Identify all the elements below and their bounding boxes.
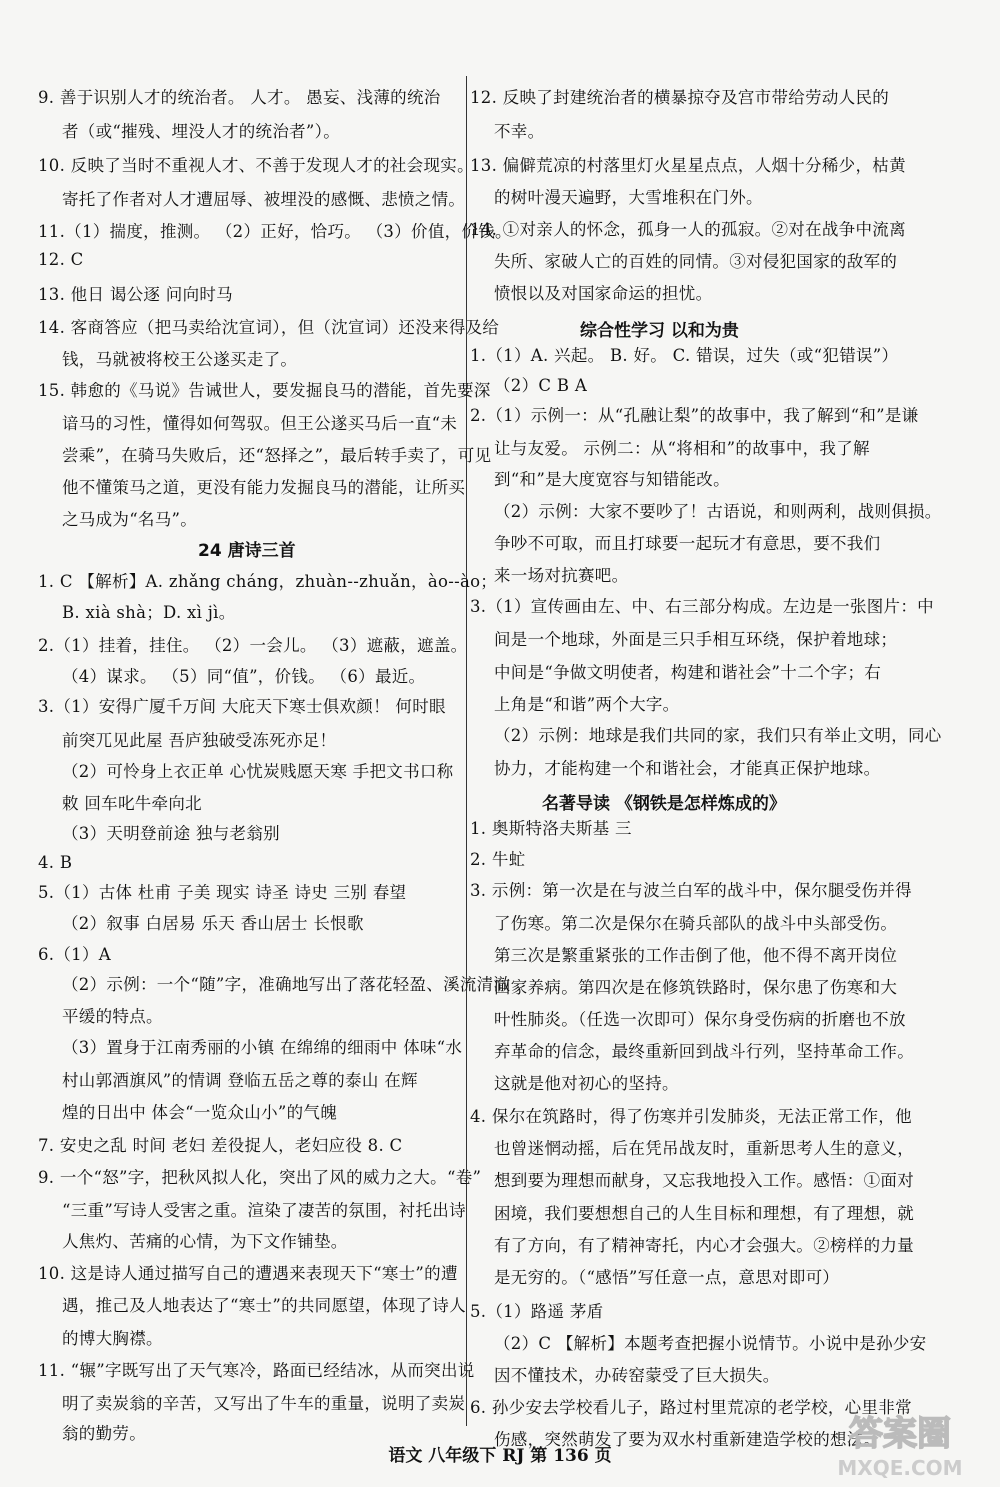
answer-line: 4. B <box>38 853 73 872</box>
answer-line: 寄托了作者对人才遭屈辱、被埋没的感慨、悲愤之情。 <box>62 190 466 209</box>
answer-line: 2.（1）挂着，挂住。 （2）一会儿。 （3）遮蔽，遮盖。 <box>38 636 468 655</box>
answer-line: 有了方向，有了精神寄托，内心才会强大。②榜样的力量 <box>494 1236 914 1255</box>
answer-line: 也曾迷惘动摇，后在凭吊战友时，重新思考人生的意义， <box>494 1139 914 1158</box>
answer-line: 因不懂技术，办砖窑蒙受了巨大损失。 <box>494 1366 780 1385</box>
answer-line: 3.（1）宣传画由左、中、右三部分构成。左边是一张图片：中 <box>470 597 934 616</box>
answer-line: （2）示例：大家不要吵了！古语说，和则两利，战则俱损。 <box>494 502 942 521</box>
answer-line: 谙马的习性，懂得如何驾驭。但王公遂买马后一直“未 <box>62 414 458 433</box>
answer-line: 困境，我们要想想自己的人生目标和理想，有了理想，就 <box>494 1204 914 1223</box>
answer-line: 12. 反映了封建统治者的横暴掠夺及宫市带给劳动人民的 <box>470 88 890 107</box>
answer-line: 弃革命的信念，最终重新回到战斗行列，坚持革命工作。 <box>494 1042 914 1061</box>
answer-line: 9. 善于识别人才的统治者。 人才。 愚妄、浅薄的统治 <box>38 88 441 107</box>
answer-line: 的博大胸襟。 <box>62 1329 163 1348</box>
answer-line: 之马成为“名马”。 <box>62 510 198 529</box>
answer-line: B. xià shà；D. xì jì。 <box>62 603 236 622</box>
answer-line: （3）天明登前途 独与老翁别 <box>62 824 280 843</box>
answer-line: 煌的日出中 体会“一览众山小”的气魄 <box>62 1103 338 1122</box>
answer-line: 明了卖炭翁的辛苦，又写出了牛车的重量，说明了卖炭 <box>62 1394 466 1413</box>
answer-line: （2）可怜身上衣正单 心忧炭贱愿天寒 手把文书口称 <box>62 762 454 781</box>
answer-line: 回家养病。第四次是在修筑铁路时，保尔患了伤寒和大 <box>494 978 898 997</box>
answer-line: （2）C 【解析】本题考查把握小说情节。小说中是孙少安 <box>494 1334 927 1353</box>
section-heading-tang-poems: 24 唐诗三首 <box>198 541 296 561</box>
answer-line: 是无穷的。（“感悟”写任意一点，意思对即可） <box>494 1268 840 1287</box>
answer-line: 间是一个地球，外面是三只手相互环绕，保护着地球； <box>494 630 898 649</box>
answer-line: 1. C 【解析】A. zhǎng cháng，zhuàn--zhuǎn，ào--ào； <box>38 572 498 591</box>
answer-line: 失所、家破人亡的百姓的同情。③对侵犯国家的敌军的 <box>494 252 898 271</box>
answer-line: （2）叙事 白居易 乐天 香山居士 长恨歌 <box>62 914 364 933</box>
answer-line: 14. 客商答应（把马卖给沈宣词），但（沈宣词）还没来得及给 <box>38 318 500 337</box>
answer-line: 尝乘”，在骑马失败后，还“怒择之”，最后转手卖了，可见 <box>62 446 492 465</box>
answer-line: 叶性肺炎。（任选一次即可）保尔身受伤病的折磨也不放 <box>494 1010 906 1029</box>
page-footer: 语文 八年级下 RJ 第 136 页 <box>388 1446 612 1466</box>
answer-line: 钱，马就被将校王公遂买走了。 <box>62 350 298 369</box>
answer-line: 11.（1）揣度，推测。 （2）正好，恰巧。 （3）价值，价钱。 <box>38 222 512 241</box>
section-heading-comprehensive-study: 综合性学习 以和为贵 <box>580 321 739 341</box>
answer-line: 4. 保尔在筑路时，得了伤寒并引发肺炎，无法正常工作，他 <box>470 1107 912 1126</box>
answer-line: 敕 回车叱牛牵向北 <box>62 794 202 813</box>
answer-line: 不幸。 <box>494 122 545 141</box>
answer-line: （4）谋求。 （5）同“值”，价钱。 （6）最近。 <box>62 667 426 686</box>
answer-line: 11. “辗”字既写出了天气寒冷，路面已经结冰，从而突出说 <box>38 1361 475 1380</box>
answer-line: （3）置身于江南秀丽的小镇 在绵绵的细雨中 体味“水 <box>62 1038 463 1057</box>
answer-line: 来一场对抗赛吧。 <box>494 566 629 585</box>
answer-line: 第三次是繁重紧张的工作击倒了他，他不得不离开岗位 <box>494 946 898 965</box>
answer-line: 人焦灼、苦痛的心情，为下文作铺垫。 <box>62 1232 348 1251</box>
answer-line: 10. 反映了当时不重视人才、不善于发现人才的社会现实。 <box>38 156 474 175</box>
answer-line: 的树叶漫天遍野，大雪堆积在门外。 <box>494 188 763 207</box>
answer-line: 2.（1）示例一：从“孔融让梨”的故事中，我了解到“和”是谦 <box>470 406 919 425</box>
answer-line: 平缓的特点。 <box>62 1007 163 1026</box>
column-divider <box>466 76 467 1426</box>
section-heading-classic-reading: 名著导读 《钢铁是怎样炼成的》 <box>542 794 786 814</box>
answer-line: 到“和”是大度宽容与知错能改。 <box>494 470 730 489</box>
answer-line: 遇，推己及人地表达了“寒士”的共同愿望，体现了诗人 <box>62 1296 466 1315</box>
answer-line: 1.（1）A. 兴起。 B. 好。 C. 错误，过失（或“犯错误”） <box>470 346 899 365</box>
answer-line: 争吵不可取，而且打球要一起玩才有意思，要不我们 <box>494 534 881 553</box>
answer-line: 2. 牛虻 <box>470 850 526 869</box>
answer-line: 6. 孙少安去学校看儿子，路过村里荒凉的老学校，心里非常 <box>470 1398 912 1417</box>
answer-line: 上角是“和谐”两个大字。 <box>494 695 680 714</box>
watermark-top: 答案圈 <box>849 1414 951 1454</box>
answer-line: 村山郭酒旗风”的情调 登临五岳之尊的泰山 在辉 <box>62 1071 418 1090</box>
answer-line: 3. 示例：第一次是在与波兰白军的战斗中，保尔腿受伤并得 <box>470 881 912 900</box>
answer-line: 前突兀见此屋 吾庐独破受冻死亦足！ <box>62 731 337 750</box>
answer-line: 中间是“争做文明使者，构建和谐社会”十二个字；右 <box>494 663 882 682</box>
answer-line: 这就是他对初心的坚持。 <box>494 1074 679 1093</box>
answer-line: 想到要为理想而献身，又忘我地投入工作。感悟：①面对 <box>494 1171 914 1190</box>
answer-line: 15. 韩愈的《马说》告诫世人，要发掘良马的潜能，首先要深 <box>38 381 491 400</box>
answer-line: 7. 安史之乱 时间 老妇 差役捉人，老妇应役 8. C <box>38 1136 403 1155</box>
answer-line: 协力，才能构建一个和谐社会，才能真正保护地球。 <box>494 759 881 778</box>
answer-line: 14. ①对亲人的怀念，孤身一人的孤寂。②对在战争中流离 <box>470 220 906 239</box>
answer-line: 让与友爱。 示例二：从“将相和”的故事中，我了解 <box>494 439 870 458</box>
watermark-bottom: MXQE.COM <box>837 1456 963 1480</box>
answer-line: （2）示例：一个“随”字，准确地写出了落花轻盈、溪流清澈 <box>62 975 511 994</box>
answer-line: 13. 他日 谒公逐 问向时马 <box>38 285 233 304</box>
answer-line: 6.（1）A <box>38 945 111 964</box>
answer-line: 3.（1）安得广厦千万间 大庇天下寒士俱欢颜！ 何时眼 <box>38 697 446 716</box>
answer-line: 5.（1）路遥 茅盾 <box>470 1302 604 1321</box>
watermark-logo <box>810 1403 990 1483</box>
answer-line: 愤恨以及对国家命运的担忧。 <box>494 284 713 303</box>
answer-line: 了伤寒。第二次是保尔在骑兵部队的战斗中头部受伤。 <box>494 914 898 933</box>
answer-line: 10. 这是诗人通过描写自己的遭遇来表现天下“寒士”的遭 <box>38 1264 458 1283</box>
answer-line: 伤感，突然萌发了要为双水村重新建造学校的想法。 <box>494 1430 881 1449</box>
answer-line: 他不懂策马之道，更没有能力发掘良马的潜能，让所买 <box>62 478 466 497</box>
answer-line: 5.（1）古体 杜甫 子美 现实 诗圣 诗史 三别 春望 <box>38 883 407 902</box>
answer-line: （2）示例：地球是我们共同的家，我们只有举止文明，同心 <box>494 726 942 745</box>
answer-line: 者（或“摧残、埋没人才的统治者”）。 <box>62 122 341 141</box>
answer-line: 13. 偏僻荒凉的村落里灯火星星点点，人烟十分稀少，枯黄 <box>470 156 906 175</box>
answer-line: 9. 一个“怒”字，把秋风拟人化，突出了风的威力之大。“卷” <box>38 1168 482 1187</box>
answer-line: 1. 奥斯特洛夫斯基 三 <box>470 819 632 838</box>
answer-line: 12. C <box>38 250 84 269</box>
answer-line: （2）C B A <box>494 376 588 395</box>
answer-line: “三重”写诗人受害之重。渲染了凄苦的氛围，衬托出诗 <box>62 1201 466 1220</box>
answer-line: 翁的勤劳。 <box>62 1424 146 1443</box>
